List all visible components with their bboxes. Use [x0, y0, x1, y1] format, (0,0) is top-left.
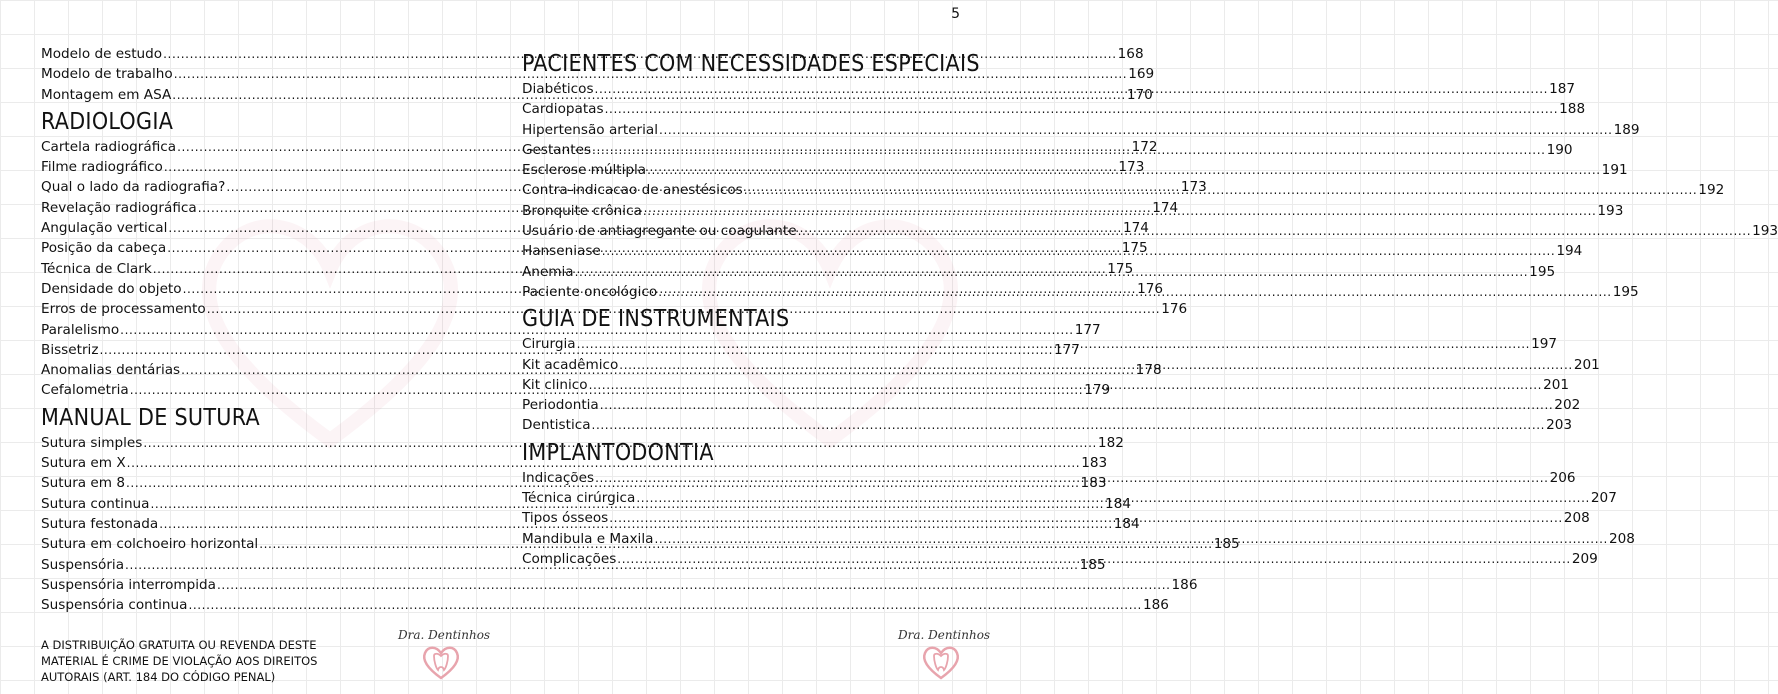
toc-entry[interactable]: Anomalias dentárias ..... 178 [41, 360, 471, 380]
toc-entry[interactable]: Modelo de estudo ..... 168 [41, 44, 471, 64]
toc-entry[interactable]: Hipertensão arterial ..... 189 [522, 120, 952, 140]
toc-entry[interactable]: Sutura em colchoeiro horizontal ..... 185 [41, 534, 471, 554]
toc-entry[interactable]: Bronquite crônica ..... 193 [522, 201, 952, 221]
toc-entry[interactable]: Indicações ..... 206 [522, 468, 952, 488]
toc-entry[interactable]: Posição da cabeça ..... 175 [41, 238, 471, 258]
toc-entry[interactable]: Suspensória ..... 185 [41, 555, 471, 575]
toc-entry[interactable]: Dentistica ..... 203 [522, 415, 952, 435]
section-title-radiologia: RADIOLOGIA [41, 108, 174, 135]
copyright-notice: A DISTRIBUIÇÃO GRATUITA OU REVENDA DESTE MATERIAL É CRIME DE VIOLAÇÃO AOS DIREITOS AUTORAIS (ART. 184 DO CÓDIGO PENAL) [41, 638, 318, 684]
toc-entry[interactable]: Bissetriz ..... 177 [41, 340, 471, 360]
page-number: 5 [951, 6, 960, 22]
tooth-heart-icon [419, 642, 463, 682]
toc-entry[interactable]: Cirurgia ..... 197 [522, 334, 952, 354]
toc-entry[interactable]: Kit acadêmico ..... 201 [522, 355, 952, 375]
toc-entry[interactable]: Cartela radiográfica ..... 172 [41, 137, 471, 157]
brand-logo-text: Dra. Dentinhos [398, 628, 491, 642]
toc-entry[interactable]: Contra-indicacao de anestésicos ..... 192 [522, 180, 952, 200]
toc-entry[interactable]: Diabéticos ..... 187 [522, 79, 952, 99]
toc-entry[interactable]: Sutura festonada ..... 184 [41, 514, 471, 534]
toc-entry[interactable]: Mandibula e Maxila ..... 208 [522, 529, 952, 549]
toc-entry[interactable]: Angulação vertical ..... 174 [41, 218, 471, 238]
tooth-heart-icon [919, 642, 963, 682]
brand-logo [898, 628, 991, 688]
brand-logo-text: Dra. Dentinhos [898, 628, 991, 642]
toc-entry[interactable]: Montagem em ASA ..... 170 [41, 85, 471, 105]
toc-entry[interactable]: Sutura em 8 ..... 183 [41, 473, 471, 493]
toc-entry[interactable]: Sutura simples ..... 182 [41, 433, 471, 453]
toc-entry[interactable]: Suspensória continua ..... 186 [41, 595, 471, 615]
toc-entry[interactable]: Esclerose múltipla ..... 191 [522, 160, 952, 180]
section-title-implantodontia: IMPLANTODONTIA [522, 439, 714, 466]
section-title-instrumentais: GUIA DE INSTRUMENTAIS [522, 306, 790, 333]
toc-entry[interactable]: Cefalometria ..... 179 [41, 380, 471, 400]
toc-entry[interactable]: Periodontia ..... 202 [522, 395, 952, 415]
section-title-sutura: MANUAL DE SUTURA [41, 404, 260, 431]
toc-entry[interactable]: Complicações ..... 209 [522, 549, 952, 569]
toc-entry[interactable]: Sutura continua ..... 184 [41, 494, 471, 514]
section-title-especiais: PACIENTES COM NECESSIDADES ESPECIAIS [522, 51, 980, 77]
toc-entry[interactable]: Sutura em X ..... 183 [41, 453, 471, 473]
toc-entry[interactable]: Técnica de Clark ..... 175 [41, 259, 471, 279]
toc-entry[interactable]: Qual o lado da radiografia? ..... 173 [41, 177, 471, 197]
toc-entry[interactable]: Densidade do objeto ..... 176 [41, 279, 471, 299]
toc-entry[interactable]: Filme radiográfico ..... 173 [41, 157, 471, 177]
toc-entry[interactable]: Paciente oncológico ..... 195 [522, 282, 952, 302]
toc-entry[interactable]: Revelação radiográfica ..... 174 [41, 198, 471, 218]
toc-entry[interactable]: Gestantes ..... 190 [522, 140, 952, 160]
brand-logo [398, 628, 491, 688]
toc-entry[interactable]: Suspensória interrompida ..... 186 [41, 575, 471, 595]
toc-entry[interactable]: Cardiopatas ..... 188 [522, 99, 952, 119]
toc-entry[interactable]: Anemia ..... 195 [522, 262, 952, 282]
toc-entry[interactable]: Técnica cirúrgica ..... 207 [522, 488, 952, 508]
toc-entry[interactable]: Erros de processamento ..... 176 [41, 299, 471, 319]
toc-entry[interactable]: Tipos ósseos ..... 208 [522, 508, 952, 528]
toc-entry[interactable]: Paralelismo ..... 177 [41, 320, 471, 340]
toc-entry[interactable]: Modelo de trabalho ..... 169 [41, 64, 471, 84]
toc-entry[interactable]: Hanseniase ..... 194 [522, 241, 952, 261]
toc-entry[interactable]: Usuário de antiagregante ou coagulante ..... 193 [522, 221, 952, 241]
toc-entry[interactable]: Kit clinico ..... 201 [522, 375, 952, 395]
